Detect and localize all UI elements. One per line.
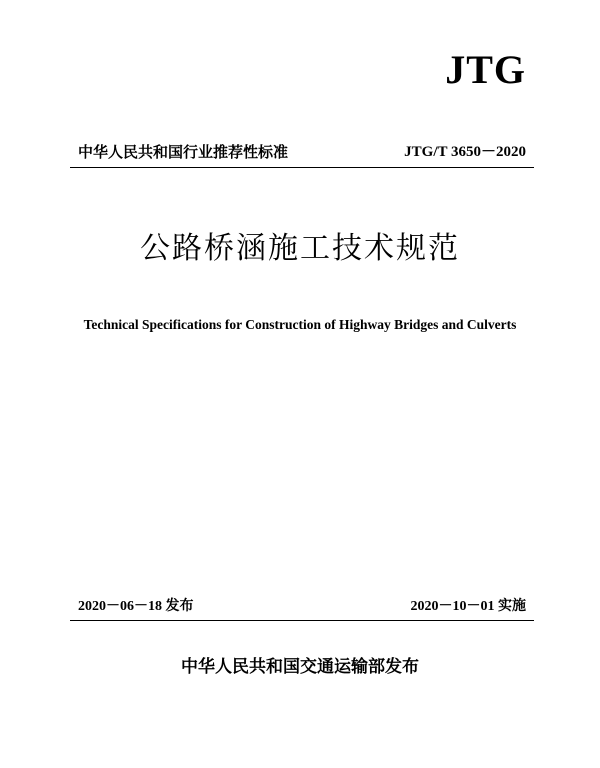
standard-code: JTG/T 3650－2020 [404,144,526,160]
implementation-date: 2020－10－01 实施 [410,599,526,614]
jtg-mark: JTG [445,47,526,92]
bottom-divider [70,620,534,621]
standard-category: 中华人民共和国行业推荐性标准 [78,143,289,161]
publisher: 中华人民共和国交通运输部发布 [181,657,419,677]
title-chinese: 公路桥涵施工技术规范 [140,231,460,266]
top-divider [70,167,534,168]
title-english: Technical Specifications for Construction of Highway Bridges and Culverts [83,317,517,332]
issue-date: 2020－06－18 发布 [78,599,194,614]
